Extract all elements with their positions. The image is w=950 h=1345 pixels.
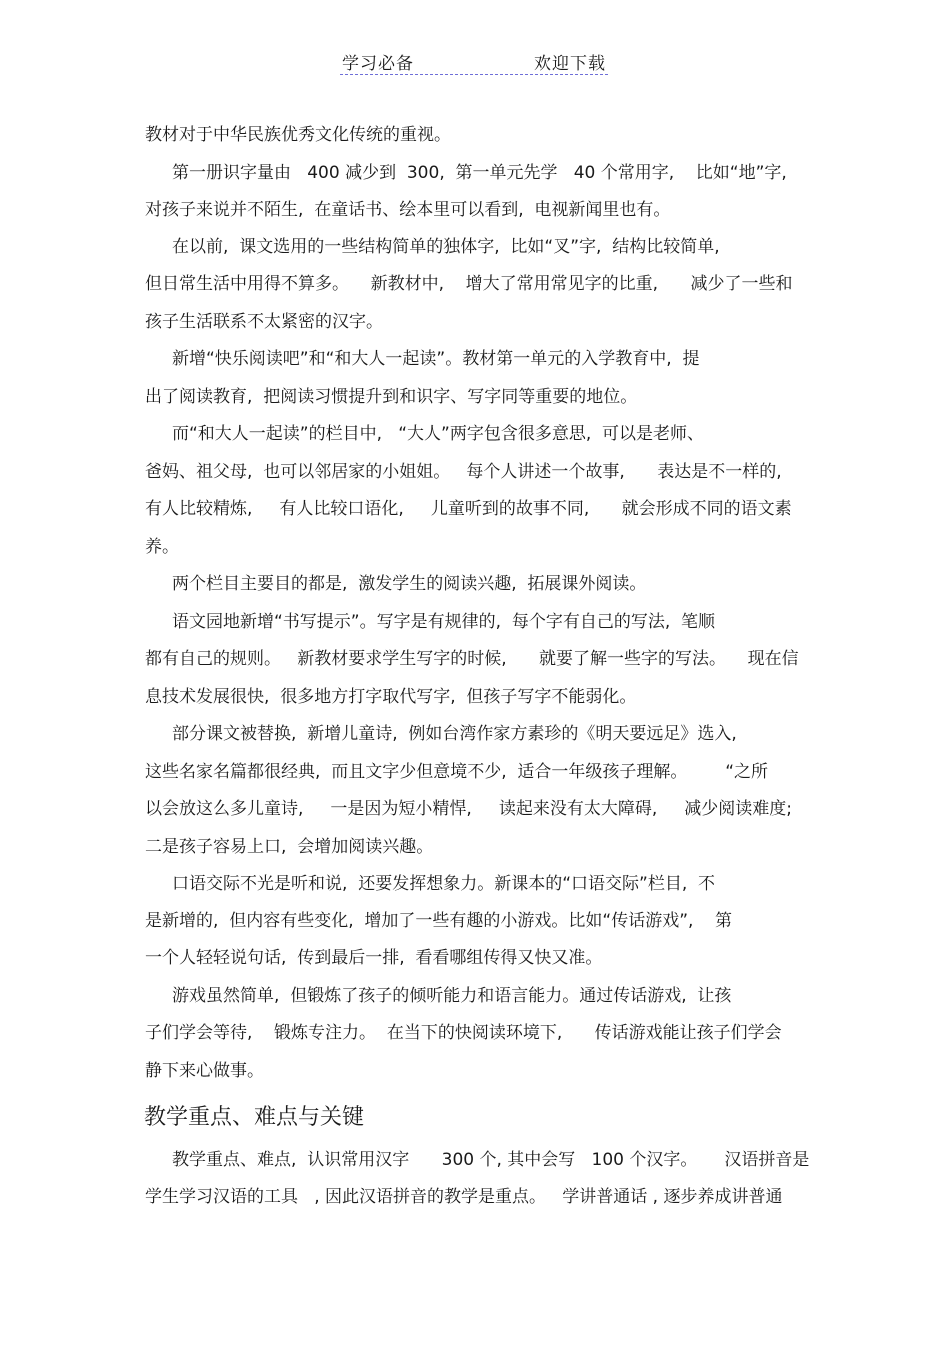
text-line: 子们学会等待, 锻炼专注力。 在当下的快阅读环境下, 传话游戏能让孩子们学会 [145, 1023, 782, 1043]
text-line: 有人比较精炼, 有人比较口语化, 儿童听到的故事不同, 就会形成不同的语文素 [145, 499, 792, 519]
page-header [340, 46, 608, 75]
text-line: 但日常生活中用得不算多。 新教材中, 增大了常用常见字的比重, 减少了一些和 [145, 274, 793, 294]
text-line: 这些名家名篇都很经典, 而且文字少但意境不少, 适合一年级孩子理解。 “之所 [145, 762, 769, 782]
text-line: 部分课文被替换, 新增儿童诗, 例如台湾作家方素珍的《明天要远足》选入, [172, 724, 737, 744]
text-line: 口语交际不光是听和说, 还要发挥想象力。新课本的“口语交际”栏目, 不 [172, 874, 716, 894]
text-line: 养。 [145, 537, 179, 557]
text-line: 孩子生活联系不太紧密的汉字。 [145, 312, 383, 332]
text-line: 语文园地新增“书写提示”。写字是有规律的, 每个字有自己的写法, 笔顺 [172, 612, 716, 632]
text-line: 新增“快乐阅读吧”和“和大人一起读”。教材第一单元的入学教育中, 提 [172, 349, 700, 369]
text-line: 二是孩子容易上口, 会增加阅读兴趣。 [145, 837, 434, 857]
text-line: 而“和大人一起读”的栏目中, “大人”两字包含很多意思, 可以是老师、 [172, 424, 705, 444]
text-line: 息技术发展很快, 很多地方打字取代写字, 但孩子写字不能弱化。 [145, 687, 637, 707]
header-left-text: 学习必备 [342, 54, 414, 74]
text-line: 以会放这么多儿童诗, 一是因为短小精悍, 读起来没有太大障碍, 减少阅读难度; [145, 799, 792, 819]
text-line: 一个人轻轻说句话, 传到最后一排, 看看哪组传得又快又准。 [145, 948, 603, 968]
text-line: 第一册识字量由 400 减少到 300, 第一单元先学 40 个常用字, 比如“地”字, [172, 163, 787, 183]
text-line: 静下来心做事。 [145, 1061, 264, 1081]
header-right-text: 欢迎下载 [534, 54, 606, 74]
text-line: 出了阅读教育, 把阅读习惯提升到和识字、写字同等重要的地位。 [145, 387, 638, 407]
section-heading: 教学重点、难点与关键 [144, 1105, 365, 1130]
text-line: 游戏虽然简单, 但锻炼了孩子的倾听能力和语言能力。通过传话游戏, 让孩 [172, 986, 732, 1006]
text-line: 学生学习汉语的工具 , 因此汉语拼音的教学是重点。 学讲普通话 , 逐步养成讲普通 [145, 1187, 783, 1207]
text-line: 对孩子来说并不陌生, 在童话书、绘本里可以看到, 电视新闻里也有。 [145, 200, 671, 220]
text-line: 都有自己的规则。 新教材要求学生写字的时候, 就要了解一些字的写法。 现在信 [145, 649, 799, 669]
text-line: 在以前, 课文选用的一些结构简单的独体字, 比如“叉”字, 结构比较简单, [172, 237, 720, 257]
text-line: 教学重点、难点, 认识常用汉字 300 个, 其中会写 100 个汉字。 汉语拼音是 [172, 1150, 810, 1170]
text-line: 教材对于中华民族优秀文化传统的重视。 [145, 125, 451, 145]
text-line: 爸妈、祖父母, 也可以邻居家的小姐姐。 每个人讲述一个故事, 表达是不一样的, [145, 462, 782, 482]
text-line: 两个栏目主要目的都是, 激发学生的阅读兴趣, 拓展课外阅读。 [172, 574, 647, 594]
text-line: 是新增的, 但内容有些变化, 增加了一些有趣的小游戏。比如“传话游戏”, 第 [145, 911, 733, 931]
